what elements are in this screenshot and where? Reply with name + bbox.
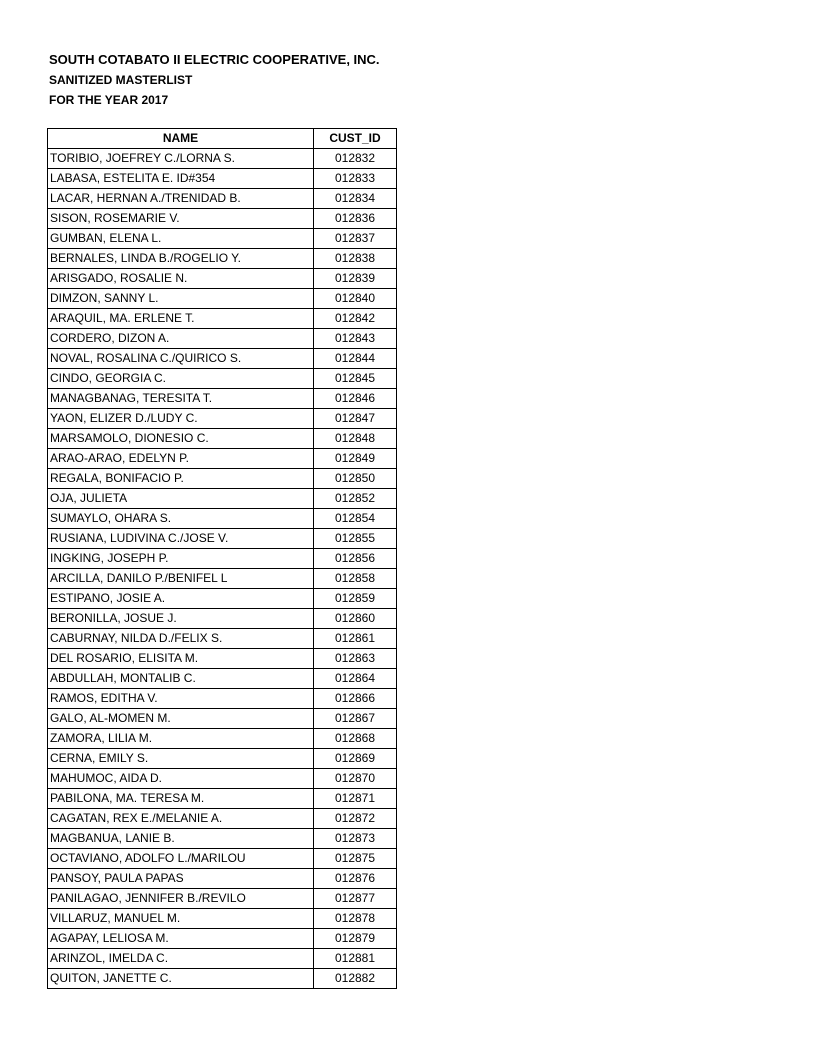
table-row [48,809,397,829]
masterlist-table [47,128,397,989]
customer-name-cell: SISON, ROSEMARIE V. [48,209,314,229]
customer-name-cell: PANSOY, PAULA PAPAS [48,869,314,889]
table-header-row [48,129,397,149]
customer-name-cell: YAON, ELIZER D./LUDY C. [48,409,314,429]
customer-id-cell: 012837 [314,229,397,249]
document-year: FOR THE YEAR 2017 [49,93,169,107]
customer-name-cell: CAGATAN, REX E./MELANIE A. [48,809,314,829]
customer-name-cell: GUMBAN, ELENA L. [48,229,314,249]
company-title: SOUTH COTABATO II ELECTRIC COOPERATIVE, INC. [49,52,380,67]
customer-id-cell: 012875 [314,849,397,869]
table-row [48,549,397,569]
customer-name-cell: MAHUMOC, AIDA D. [48,769,314,789]
table-row [48,169,397,189]
table-row [48,849,397,869]
customer-name-cell: NOVAL, ROSALINA C./QUIRICO S. [48,349,314,369]
table-row [48,629,397,649]
customer-id-cell: 012850 [314,469,397,489]
customer-name-cell: CINDO, GEORGIA C. [48,369,314,389]
customer-id-cell: 012848 [314,429,397,449]
customer-name-cell: ARINZOL, IMELDA C. [48,949,314,969]
customer-id-cell: 012846 [314,389,397,409]
customer-id-cell: 012858 [314,569,397,589]
customer-name-cell: INGKING, JOSEPH P. [48,549,314,569]
customer-name-cell: OCTAVIANO, ADOLFO L./MARILOU [48,849,314,869]
customer-id-cell: 012863 [314,649,397,669]
customer-name-cell: MAGBANUA, LANIE B. [48,829,314,849]
customer-id-cell: 012877 [314,889,397,909]
customer-id-cell: 012871 [314,789,397,809]
customer-id-cell: 012866 [314,689,397,709]
customer-name-cell: CERNA, EMILY S. [48,749,314,769]
customer-name-cell: ARAO-ARAO, EDELYN P. [48,449,314,469]
customer-id-cell: 012879 [314,929,397,949]
customer-id-cell: 012836 [314,209,397,229]
table-row [48,889,397,909]
customer-name-cell: MARSAMOLO, DIONESIO C. [48,429,314,449]
table-row [48,429,397,449]
customer-id-cell: 012839 [314,269,397,289]
customer-id-cell: 012859 [314,589,397,609]
customer-id-cell: 012833 [314,169,397,189]
table-row [48,229,397,249]
customer-id-cell: 012843 [314,329,397,349]
table-row [48,769,397,789]
customer-name-cell: TORIBIO, JOEFREY C./LORNA S. [48,149,314,169]
customer-name-cell: RUSIANA, LUDIVINA C./JOSE V. [48,529,314,549]
document-subtitle: SANITIZED MASTERLIST [49,73,193,87]
customer-id-cell: 012856 [314,549,397,569]
table-row [48,709,397,729]
customer-id-cell: 012849 [314,449,397,469]
customer-id-cell: 012845 [314,369,397,389]
column-header-name: NAME [48,129,314,149]
customer-id-cell: 012834 [314,189,397,209]
table-row [48,449,397,469]
customer-id-cell: 012882 [314,969,397,989]
customer-id-cell: 012861 [314,629,397,649]
customer-name-cell: CORDERO, DIZON A. [48,329,314,349]
customer-name-cell: ARCILLA, DANILO P./BENIFEL L [48,569,314,589]
customer-name-cell: DEL ROSARIO, ELISITA M. [48,649,314,669]
customer-name-cell: LABASA, ESTELITA E. ID#354 [48,169,314,189]
customer-name-cell: DIMZON, SANNY L. [48,289,314,309]
column-header-cust-id: CUST_ID [314,129,397,149]
customer-id-cell: 012873 [314,829,397,849]
customer-id-cell: 012840 [314,289,397,309]
customer-name-cell: RAMOS, EDITHA V. [48,689,314,709]
table-row [48,589,397,609]
customer-name-cell: MANAGBANAG, TERESITA T. [48,389,314,409]
customer-id-cell: 012832 [314,149,397,169]
customer-name-cell: ARISGADO, ROSALIE N. [48,269,314,289]
customer-id-cell: 012838 [314,249,397,269]
table-row [48,329,397,349]
table-row [48,309,397,329]
customer-id-cell: 012844 [314,349,397,369]
customer-name-cell: QUITON, JANETTE C. [48,969,314,989]
customer-name-cell: BERONILLA, JOSUE J. [48,609,314,629]
table-row [48,749,397,769]
table-row [48,789,397,809]
customer-id-cell: 012867 [314,709,397,729]
table-row [48,529,397,549]
table-row [48,189,397,209]
table-row [48,609,397,629]
table-row [48,489,397,509]
table-row [48,949,397,969]
customer-id-cell: 012854 [314,509,397,529]
table-row [48,569,397,589]
table-row [48,469,397,489]
table-row [48,909,397,929]
customer-id-cell: 012878 [314,909,397,929]
table-row [48,389,397,409]
customer-id-cell: 012872 [314,809,397,829]
customer-name-cell: PANILAGAO, JENNIFER B./REVILO [48,889,314,909]
customer-id-cell: 012842 [314,309,397,329]
customer-id-cell: 012855 [314,529,397,549]
table-row [48,929,397,949]
customer-name-cell: VILLARUZ, MANUEL M. [48,909,314,929]
customer-name-cell: LACAR, HERNAN A./TRENIDAD B. [48,189,314,209]
customer-id-cell: 012847 [314,409,397,429]
customer-id-cell: 012868 [314,729,397,749]
table-row [48,829,397,849]
table-row [48,509,397,529]
table-row [48,249,397,269]
table-row [48,289,397,309]
customer-name-cell: ZAMORA, LILIA M. [48,729,314,749]
table-row [48,369,397,389]
table-row [48,649,397,669]
customer-name-cell: AGAPAY, LELIOSA M. [48,929,314,949]
customer-id-cell: 012864 [314,669,397,689]
customer-id-cell: 012860 [314,609,397,629]
table-row [48,729,397,749]
customer-name-cell: SUMAYLO, OHARA S. [48,509,314,529]
customer-name-cell: REGALA, BONIFACIO P. [48,469,314,489]
document-header [49,50,380,110]
table-row [48,669,397,689]
customer-id-cell: 012881 [314,949,397,969]
customer-id-cell: 012869 [314,749,397,769]
table-row [48,269,397,289]
customer-name-cell: ABDULLAH, MONTALIB C. [48,669,314,689]
customer-name-cell: BERNALES, LINDA B./ROGELIO Y. [48,249,314,269]
customer-name-cell: ESTIPANO, JOSIE A. [48,589,314,609]
table-row [48,969,397,989]
table-row [48,689,397,709]
customer-id-cell: 012852 [314,489,397,509]
table-row [48,409,397,429]
table-row [48,349,397,369]
table-row [48,869,397,889]
table-row [48,209,397,229]
customer-name-cell: CABURNAY, NILDA D./FELIX S. [48,629,314,649]
customer-id-cell: 012870 [314,769,397,789]
customer-name-cell: OJA, JULIETA [48,489,314,509]
customer-id-cell: 012876 [314,869,397,889]
customer-name-cell: GALO, AL-MOMEN M. [48,709,314,729]
customer-name-cell: PABILONA, MA. TERESA M. [48,789,314,809]
customer-name-cell: ARAQUIL, MA. ERLENE T. [48,309,314,329]
table-body [48,149,397,989]
table-row [48,149,397,169]
